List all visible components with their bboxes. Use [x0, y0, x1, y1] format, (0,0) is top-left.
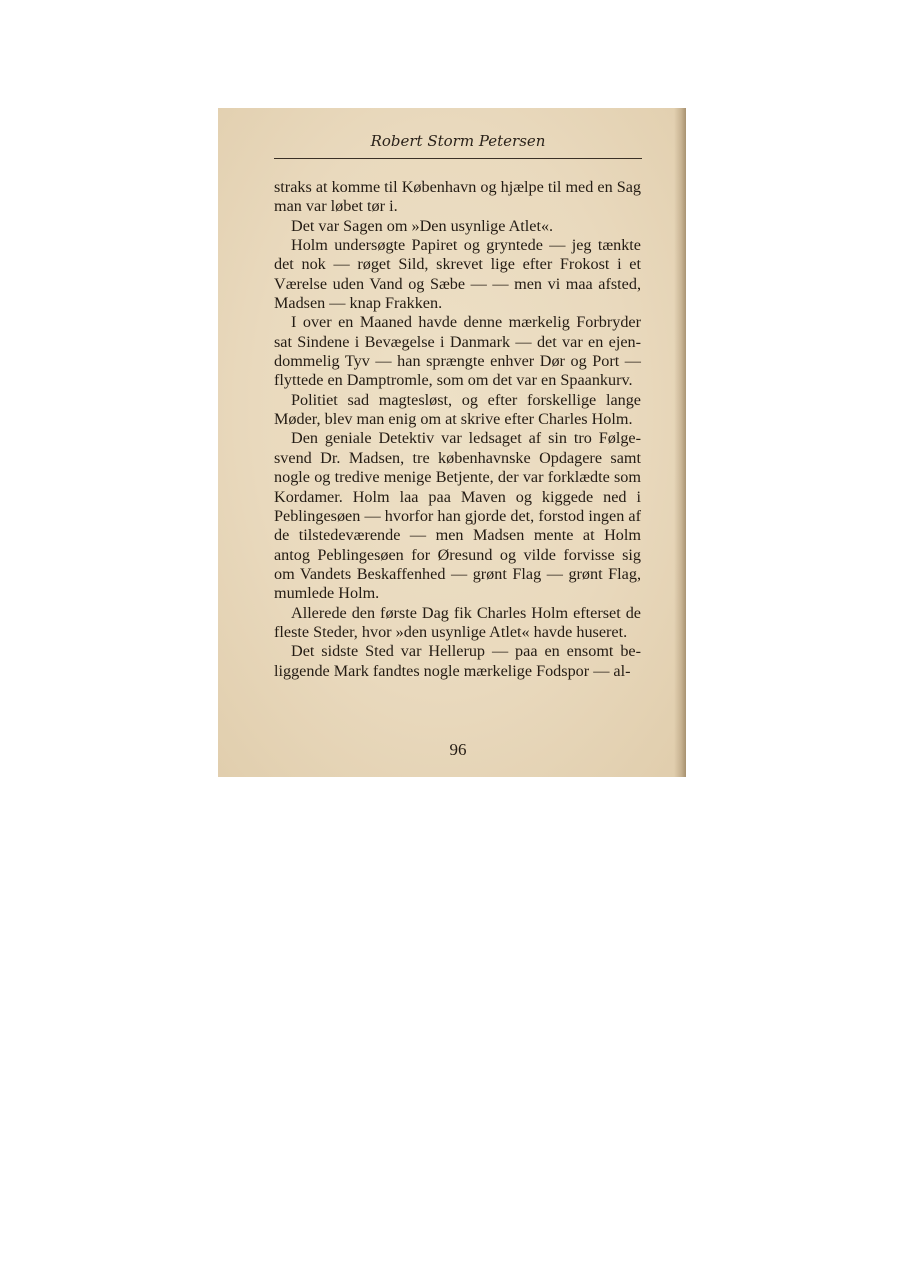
paragraph: Det sidste Sted var Hellerup — paa en ensomt beliggende Mark fandtes nogle mærkelige Fodspor — al- — [274, 642, 641, 680]
page-spine-shadow — [674, 108, 686, 777]
page-number: 96 — [449, 740, 467, 759]
paragraph: Det var Sagen om »Den usynlige Atlet«. — [291, 216, 554, 235]
paragraph: Allerede den første Dag fik Charles Holm efterset de fleste Steder, hvor »den usynlige Atlet« havde huseret. — [274, 603, 641, 641]
paragraph: Politiet sad magtesløst, og efter forskellige lange Møder, blev man enig om at skrive efter Charles Holm. — [274, 390, 641, 429]
paragraph: Den geniale Detektiv var ledsaget af sin tro Følgesvend Dr. Madsen, tre københavnske Opdagere samt nogle og tredive menige Betjente, der var forklædte som Kordamer. Holm laa paa Maven og kiggede ned i Peblingesøen — hvorfor han gjorde det, forstod ingen af de tilstedeværende — men Madsen mente at Holm antog Peblingesøen for Øresund og vilde forvisse sig om Vandets Beskaffenhed — grønt Flag — grønt Flag, mumlede Holm. — [274, 429, 641, 603]
scanned-book-page — [218, 108, 686, 777]
body-text — [274, 178, 641, 681]
paragraph: straks at komme til København og hjælpe til med en Sag man var løbet tør i. — [274, 178, 641, 216]
header-rule — [274, 158, 642, 159]
paragraph: Holm undersøgte Papiret og gryntede — jeg tænkte det nok — røget Sild, skrevet lige efter Frokost i et Værelse uden Vand og Sæbe — — men vi maa afsted, Madsen — knap Frakken. — [274, 236, 641, 313]
paragraph: I over en Maaned havde denne mærkelig Forbryder sat Sindene i Bevægelse i Danmark — det var en ejendommelig Tyv — han sprængte enhver Dør og Port — flyttede en Damptromle, som om det var en Spaankurv. — [274, 313, 641, 390]
running-head: Robert Storm Petersen — [370, 132, 546, 150]
